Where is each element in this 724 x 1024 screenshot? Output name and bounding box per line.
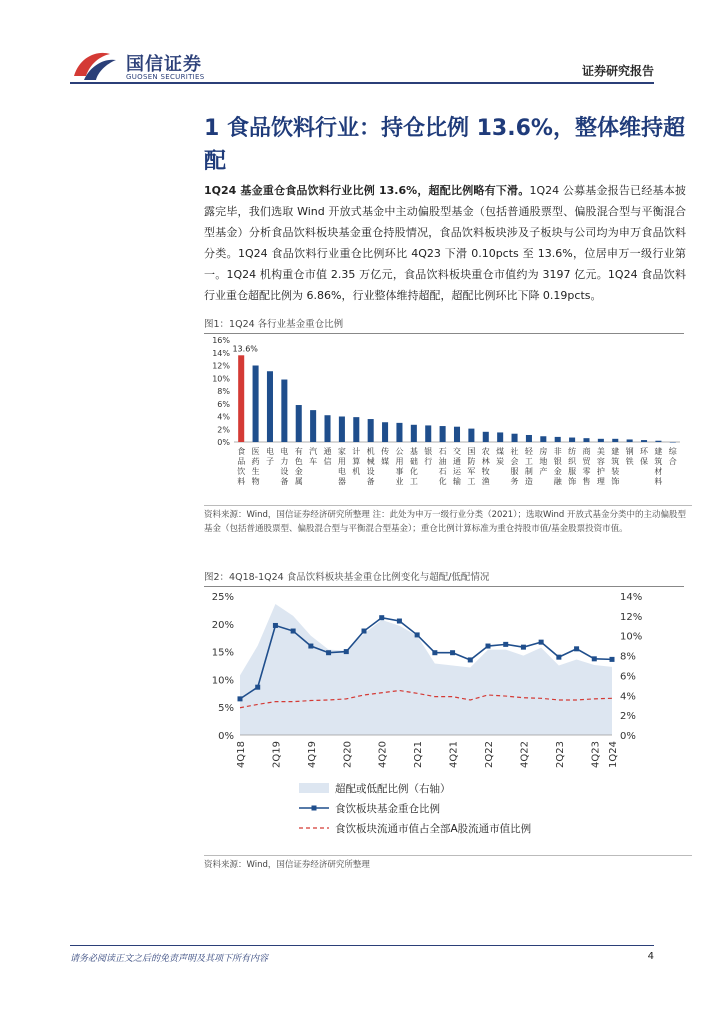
line-marker <box>397 619 402 624</box>
y-tick-label: 8% <box>217 387 230 396</box>
x-tick-label: 汽车 <box>309 447 318 466</box>
x-tick-label: 石油石化 <box>438 447 447 486</box>
bar <box>468 429 474 442</box>
bar <box>296 405 302 442</box>
figure1-source: 资料来源：Wind，国信证券经济研究所整理 注：此处为申万一级行业分类（2021）；选取Wind 开放式基金分类中的主动偏股型基金（包括普通股票型、偏股混合型与平衡混合型基金）；重仓比例计算标准为重仓持股市值/基金股票投资市值。 <box>204 505 692 536</box>
line-marker <box>238 696 243 701</box>
legend-swatch-area <box>299 783 329 793</box>
x-tick-label: 4Q19 <box>306 741 318 768</box>
y-left-tick-label: 10% <box>211 675 234 687</box>
legend-label: 食饮板块基金重仓比例 <box>335 803 440 815</box>
y-tick-label: 10% <box>212 374 230 384</box>
bar <box>483 432 489 442</box>
y-right-tick-label: 0% <box>620 731 636 742</box>
line-marker <box>521 645 526 650</box>
line-marker <box>610 657 615 662</box>
bar <box>497 432 503 442</box>
line-marker <box>415 632 420 637</box>
x-tick-label: 商贸零售 <box>582 447 591 486</box>
bar <box>670 442 676 443</box>
x-tick-label: 有色金属 <box>294 447 303 486</box>
x-tick-label: 房地产 <box>539 447 548 476</box>
bar <box>425 425 431 442</box>
bar <box>353 417 359 442</box>
y-left-tick-label: 5% <box>218 703 234 715</box>
y-left-tick-label: 25% <box>211 592 234 603</box>
y-tick-label: 6% <box>217 399 230 409</box>
y-right-tick-label: 4% <box>620 691 636 703</box>
x-tick-label: 国防军工 <box>467 447 476 486</box>
legend-label: 食饮板块流通市值占全部A股流通市值比例 <box>335 823 532 835</box>
x-tick-label: 基础化工 <box>409 447 418 486</box>
footer-divider <box>70 945 654 946</box>
bar <box>512 434 518 442</box>
x-tick-label: 钢铁 <box>625 447 634 466</box>
bar <box>569 438 575 442</box>
x-tick-label: 2Q19 <box>271 741 283 768</box>
line-marker <box>308 644 313 649</box>
industry-holding-bar-chart <box>204 334 688 502</box>
line-marker <box>486 644 491 649</box>
x-tick-label: 美容护理 <box>596 447 605 486</box>
legend-swatch-marker <box>312 806 317 811</box>
y-tick-label: 0% <box>217 438 230 447</box>
line-marker <box>291 629 296 634</box>
line-marker <box>344 649 349 654</box>
line-marker <box>362 629 367 634</box>
x-tick-label: 社会服务 <box>510 447 519 486</box>
x-tick-label: 建筑装饰 <box>611 447 620 486</box>
bar <box>267 371 273 442</box>
footer-disclaimer: 请务必阅读正文之后的免责声明及其项下所有内容 <box>70 954 269 964</box>
lead-sentence: 1Q24 基金重仓食品饮料行业比例 13.6%，超配比例略有下滑。 <box>204 184 530 197</box>
x-tick-label: 农林牧渔 <box>481 447 490 486</box>
y-right-tick-label: 12% <box>620 611 643 623</box>
y-tick-label: 4% <box>217 412 230 422</box>
x-tick-label: 2Q21 <box>413 741 425 768</box>
bar <box>454 427 460 442</box>
x-tick-label: 轻工制造 <box>524 447 533 486</box>
bar <box>598 439 604 442</box>
x-tick-label: 电子 <box>265 447 274 466</box>
food-beverage-holding-line-chart <box>204 586 692 852</box>
x-tick-label: 2Q22 <box>484 741 495 768</box>
y-left-tick-label: 0% <box>218 731 234 742</box>
x-tick-label: 4Q21 <box>448 741 460 768</box>
bar <box>627 439 633 442</box>
x-tick-label: 公用事业 <box>395 447 404 486</box>
x-tick-label: 家用电器 <box>337 447 346 486</box>
line-marker <box>273 623 278 628</box>
bar <box>339 417 345 443</box>
x-tick-label: 4Q18 <box>236 741 247 768</box>
x-tick-label: 电力设备 <box>280 447 289 486</box>
header-divider <box>70 82 654 84</box>
x-tick-label: 环保 <box>640 447 649 466</box>
x-tick-label: 银行 <box>424 447 433 466</box>
bar <box>655 441 661 442</box>
figure2-title: 图2：4Q18-1Q24 食品饮料板块基金重仓比例变化与超配/低配情况 <box>204 569 684 587</box>
y-tick-label: 16% <box>212 336 230 345</box>
y-right-tick-label: 2% <box>620 711 636 723</box>
x-tick-label: 4Q20 <box>377 741 389 768</box>
x-tick-label: 综合 <box>668 447 677 466</box>
y-right-tick-label: 10% <box>620 631 643 643</box>
bar <box>641 440 647 442</box>
x-tick-label: 煤炭 <box>496 447 505 466</box>
figure2-source: 资料来源：Wind，国信证券经济研究所整理 <box>204 855 692 872</box>
x-tick-label: 1Q24 <box>608 741 619 768</box>
bar <box>526 435 532 442</box>
bar <box>411 425 417 442</box>
body-paragraph <box>204 180 686 306</box>
x-tick-label: 医药生物 <box>251 447 260 486</box>
line-marker <box>539 640 544 645</box>
overweight-area <box>240 604 612 735</box>
x-tick-label: 非银金融 <box>553 447 562 486</box>
body-text: 1Q24 公募基金报告已经基本披露完毕，我们选取 Wind 开放式基金中主动偏股型基金（包括普通股票型、偏股混合型与平衡混合型基金）分析食品饮料板块基金重仓持股情况，食品饮料板块涉及子板块与公司均为申万食品饮料分类。1Q24 食品饮料行业重仓比例环比 4Q23 下滑 0.10pcts 至 13.6%，位居申万一级行业第一。1Q24 机构重仓市值 2.35 万亿元，食品饮料板块重仓市值约为 3197 亿元。1Q24 食品饮料行业重仓超配比例为 6.86%，行业整体维持超配，超配比例环比下降 0.19pcts。 <box>204 184 686 302</box>
x-tick-label: 交通运输 <box>453 447 461 486</box>
logo-chinese-name: 国信证券 <box>126 54 202 75</box>
section-title: 1 食品饮料行业：持仓比例 13.6%，整体维持超配 <box>204 116 685 174</box>
line-marker <box>574 646 579 651</box>
y-tick-label: 14% <box>212 348 230 358</box>
bar <box>281 380 287 442</box>
bar <box>555 437 561 442</box>
y-left-tick-label: 20% <box>211 619 234 631</box>
x-tick-label: 纺织服饰 <box>568 447 577 486</box>
x-tick-label: 建筑材料 <box>654 447 663 486</box>
y-left-tick-label: 15% <box>211 647 234 659</box>
line-marker <box>432 650 437 655</box>
bar <box>368 419 374 442</box>
data-label: 13.6% <box>232 344 258 354</box>
line-marker <box>592 656 597 661</box>
logo-english-name: GUOSEN SECURITIES <box>126 73 205 81</box>
bar <box>324 415 330 442</box>
bar <box>540 436 546 442</box>
report-type-label: 证券研究报告 <box>581 64 654 78</box>
figure1-title: 图1：1Q24 各行业基金重仓比例 <box>204 316 684 334</box>
x-tick-label: 通信 <box>323 447 332 466</box>
y-right-tick-label: 8% <box>620 651 636 663</box>
bar <box>583 438 589 442</box>
x-tick-label: 2Q20 <box>342 741 354 768</box>
line-marker <box>503 642 508 647</box>
y-right-tick-label: 6% <box>620 671 636 683</box>
line-marker <box>556 655 561 660</box>
x-tick-label: 传媒 <box>381 447 390 466</box>
page-number: 4 <box>647 951 654 962</box>
bar <box>382 422 388 442</box>
legend-label: 超配或低配比例（右轴） <box>335 783 451 795</box>
x-tick-label: 4Q23 <box>590 741 602 768</box>
x-tick-label: 计算机 <box>352 447 361 476</box>
y-right-tick-label: 14% <box>620 592 643 603</box>
line-marker <box>255 685 260 690</box>
x-tick-label: 机械设备 <box>366 447 375 486</box>
line-marker <box>468 657 473 662</box>
bar <box>612 439 618 442</box>
line-marker <box>450 650 455 655</box>
bar <box>440 426 446 442</box>
line-marker <box>379 615 384 620</box>
x-tick-label: 2Q23 <box>554 741 566 768</box>
bar <box>310 410 316 442</box>
bar <box>396 423 402 442</box>
bar <box>238 355 244 442</box>
x-tick-label: 4Q22 <box>519 741 531 768</box>
y-tick-label: 12% <box>212 361 230 371</box>
bar <box>253 366 259 443</box>
y-tick-label: 2% <box>217 425 230 435</box>
line-marker <box>326 650 331 655</box>
guosen-logo-icon <box>70 46 120 84</box>
x-tick-label: 食品饮料 <box>237 447 246 486</box>
